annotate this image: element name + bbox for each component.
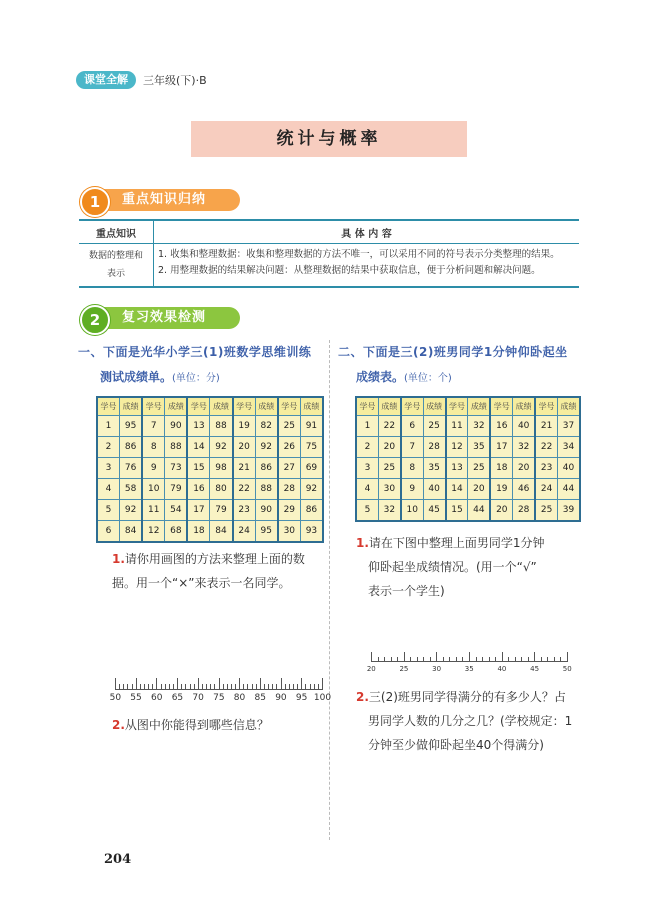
axis-tick	[140, 684, 141, 690]
axis-tick	[144, 684, 145, 690]
score-cell: 68	[165, 521, 188, 543]
knowledge-table	[79, 219, 579, 288]
score-cell: 40	[423, 479, 445, 500]
student-id-cell: 9	[401, 479, 423, 500]
axis-tick-label: 25	[399, 665, 409, 673]
student-id-cell: 5	[97, 500, 120, 521]
student-id-cell: 23	[535, 458, 557, 479]
axis-tick	[567, 652, 568, 662]
axis-tick	[423, 657, 424, 662]
axis-tick-label: 30	[432, 665, 442, 673]
section-1-label: 重点知识归纳	[92, 189, 240, 211]
problem2-score-table	[355, 396, 581, 522]
score-table-header-cell: 成绩	[378, 397, 400, 416]
problem1-question-2	[112, 714, 269, 736]
score-table-header-cell: 学号	[142, 397, 165, 416]
score-cell: 25	[378, 458, 400, 479]
student-id-cell: 12	[142, 521, 165, 543]
axis-tick	[449, 657, 450, 662]
score-table-header-cell: 成绩	[468, 397, 490, 416]
student-id-cell: 20	[233, 437, 256, 458]
score-table-header-cell: 成绩	[210, 397, 233, 416]
score-cell: 32	[513, 437, 535, 458]
grade-label: 三年级(下)·B	[143, 74, 207, 87]
problem1-q1-number: 1.	[112, 552, 125, 566]
axis-tick	[456, 657, 457, 662]
axis-tick	[404, 652, 405, 662]
score-cell: 40	[513, 416, 535, 437]
axis-tick	[476, 657, 477, 662]
student-id-cell: 11	[446, 416, 468, 437]
table-row	[97, 500, 323, 521]
score-cell: 32	[468, 416, 490, 437]
score-cell: 25	[423, 416, 445, 437]
student-id-cell: 29	[278, 500, 301, 521]
student-id-cell: 28	[278, 479, 301, 500]
axis-tick	[165, 684, 166, 690]
score-cell: 93	[300, 521, 323, 543]
axis-tick	[132, 684, 133, 690]
student-id-cell: 1	[97, 416, 120, 437]
knowledge-points	[154, 244, 580, 288]
knowledge-point-2: 2. 用整理数据的结果解决问题：从整理数据的结果中获取信息，便于分析问题和解决问题。	[158, 265, 541, 276]
score-cell: 88	[255, 479, 278, 500]
problem2-q2-number: 2.	[356, 690, 369, 704]
score-cell: 69	[300, 458, 323, 479]
score-cell: 44	[558, 479, 580, 500]
section-1-number: 1	[80, 187, 110, 217]
table-row	[356, 437, 580, 458]
student-id-cell: 17	[187, 500, 210, 521]
axis-tick-label: 55	[130, 693, 142, 703]
score-cell: 76	[120, 458, 143, 479]
student-id-cell: 11	[142, 500, 165, 521]
axis-tick	[119, 684, 120, 690]
student-id-cell: 24	[535, 479, 557, 500]
axis-tick	[272, 684, 273, 690]
axis-tick-label: 80	[233, 693, 246, 703]
student-id-cell: 19	[233, 416, 256, 437]
problem2-heading-2-text: 成绩表。	[356, 370, 405, 384]
axis-tick	[297, 684, 298, 690]
student-id-cell: 18	[490, 458, 512, 479]
student-id-cell: 3	[97, 458, 120, 479]
problem2-q2-text-3: 分钟至少做仰卧起坐40个得满分)	[368, 738, 544, 752]
problem1-q2-number: 2.	[112, 718, 125, 732]
problem1-q2-text: 从图中你能得到哪些信息？	[124, 718, 269, 732]
section-2-number: 2	[80, 305, 110, 335]
score-cell: 30	[378, 479, 400, 500]
table-row	[356, 416, 580, 437]
axis-tick	[190, 684, 191, 690]
axis-tick	[136, 678, 137, 690]
problem1-score-table	[96, 396, 324, 543]
student-id-cell: 17	[490, 437, 512, 458]
score-table-header-cell: 成绩	[120, 397, 143, 416]
student-id-cell: 27	[278, 458, 301, 479]
student-id-cell: 10	[142, 479, 165, 500]
table-row	[97, 416, 323, 437]
score-cell: 82	[255, 416, 278, 437]
problem1-heading-2-text: 测试成绩单。	[100, 370, 173, 384]
axis-tick	[371, 652, 372, 662]
score-cell: 37	[558, 416, 580, 437]
problem1-number-line[interactable]	[109, 678, 332, 703]
student-id-cell: 20	[490, 500, 512, 522]
score-cell: 98	[210, 458, 233, 479]
student-id-cell: 18	[187, 521, 210, 543]
score-table-header-row	[97, 397, 323, 416]
axis-tick-label: 45	[530, 665, 540, 673]
axis-tick	[148, 684, 149, 690]
score-cell: 75	[300, 437, 323, 458]
score-cell: 20	[513, 458, 535, 479]
problem2-q1-text: 请在下图中整理上面男同学1分钟	[368, 536, 545, 550]
score-table-header-cell: 学号	[490, 397, 512, 416]
score-table-header-cell: 学号	[187, 397, 210, 416]
score-cell: 92	[210, 437, 233, 458]
student-id-cell: 22	[535, 437, 557, 458]
score-cell: 44	[468, 500, 490, 522]
score-cell: 25	[468, 458, 490, 479]
score-table-header-cell: 成绩	[255, 397, 278, 416]
table-row	[356, 458, 580, 479]
score-table-header-cell: 学号	[356, 397, 378, 416]
score-table-header-cell: 学号	[278, 397, 301, 416]
student-id-cell: 4	[97, 479, 120, 500]
axis-tick	[391, 657, 392, 662]
axis-tick	[252, 684, 253, 690]
axis-tick	[554, 657, 555, 662]
student-id-cell: 15	[187, 458, 210, 479]
score-cell: 95	[255, 521, 278, 543]
axis-tick	[560, 657, 561, 662]
axis-tick	[185, 684, 186, 690]
score-cell: 86	[120, 437, 143, 458]
axis-tick	[489, 657, 490, 662]
axis-tick	[534, 652, 535, 662]
knowledge-point-1: 1. 收集和整理数据：收集和整理数据的方法不唯一，可以采用不同的符号表示分类整理的结果。	[158, 249, 560, 260]
axis-tick	[289, 684, 290, 690]
score-cell: 91	[300, 416, 323, 437]
axis-tick	[305, 684, 306, 690]
student-id-cell: 14	[446, 479, 468, 500]
score-table-header-cell: 学号	[97, 397, 120, 416]
axis-tick	[495, 657, 496, 662]
axis-tick	[223, 684, 224, 690]
axis-tick	[469, 652, 470, 662]
score-table-header-cell: 学号	[401, 397, 423, 416]
axis-tick	[318, 684, 319, 690]
score-cell: 86	[255, 458, 278, 479]
score-table-header-row	[356, 397, 580, 416]
score-cell: 95	[120, 416, 143, 437]
axis-tick	[384, 657, 385, 662]
student-id-cell: 3	[356, 458, 378, 479]
student-id-cell: 5	[356, 500, 378, 522]
student-id-cell: 25	[278, 416, 301, 437]
student-id-cell: 22	[233, 479, 256, 500]
axis-tick	[430, 657, 431, 662]
student-id-cell: 21	[233, 458, 256, 479]
problem2-heading: 二、下面是三(2)班男同学1分钟仰卧起坐	[338, 345, 568, 359]
score-cell: 46	[513, 479, 535, 500]
score-cell: 39	[558, 500, 580, 522]
student-id-cell: 8	[142, 437, 165, 458]
score-cell: 22	[378, 416, 400, 437]
axis-tick	[115, 678, 116, 690]
student-id-cell: 16	[490, 416, 512, 437]
axis-tick	[235, 684, 236, 690]
axis-tick-label: 50	[109, 693, 122, 703]
axis-tick	[281, 678, 282, 690]
score-table-header-cell: 学号	[535, 397, 557, 416]
axis-tick	[202, 684, 203, 690]
score-table-header-cell: 成绩	[558, 397, 580, 416]
axis-tick	[301, 678, 302, 690]
student-id-cell: 14	[187, 437, 210, 458]
problem2-q2-text-2: 男同学人数的几分之几？(学校规定：1	[368, 714, 573, 728]
column-divider	[329, 340, 330, 840]
score-cell: 92	[120, 500, 143, 521]
axis-tick	[210, 684, 211, 690]
student-id-cell: 12	[446, 437, 468, 458]
axis-tick-label: 20	[366, 665, 376, 673]
axis-tick-label: 70	[192, 693, 204, 703]
student-id-cell: 7	[142, 416, 165, 437]
axis-tick	[462, 657, 463, 662]
student-id-cell: 2	[356, 437, 378, 458]
score-cell: 58	[120, 479, 143, 500]
axis-tick	[247, 684, 248, 690]
student-id-cell: 8	[401, 458, 423, 479]
axis-tick-label: 85	[254, 693, 266, 703]
score-cell: 54	[165, 500, 188, 521]
table-row	[97, 437, 323, 458]
axis-tick-label: 90	[275, 693, 287, 703]
problem1-heading-2	[100, 368, 220, 385]
student-id-cell: 1	[356, 416, 378, 437]
axis-tick	[214, 684, 215, 690]
axis-tick-label: 100	[313, 693, 332, 703]
axis-tick	[156, 678, 157, 690]
student-id-cell: 4	[356, 479, 378, 500]
axis-tick	[256, 684, 257, 690]
score-cell: 73	[165, 458, 188, 479]
axis-tick	[397, 657, 398, 662]
score-cell: 34	[558, 437, 580, 458]
problem2-question-1	[356, 532, 545, 554]
score-cell: 90	[165, 416, 188, 437]
score-table-header-cell: 成绩	[513, 397, 535, 416]
score-cell: 20	[378, 437, 400, 458]
axis-tick	[515, 657, 516, 662]
score-cell: 20	[468, 479, 490, 500]
score-cell: 84	[210, 521, 233, 543]
table-row	[356, 500, 580, 522]
student-id-cell: 10	[401, 500, 423, 522]
axis-tick	[268, 684, 269, 690]
problem1-question-1	[112, 548, 305, 570]
axis-tick	[417, 657, 418, 662]
score-table-header-cell: 成绩	[165, 397, 188, 416]
problem2-heading-2	[356, 368, 452, 385]
knowledge-row-label: 数据的整理和表示	[79, 244, 154, 288]
axis-tick	[169, 684, 170, 690]
score-table-header-cell: 成绩	[300, 397, 323, 416]
score-cell: 90	[255, 500, 278, 521]
page-number: 204	[104, 852, 132, 867]
problem2-q2-text: 三(2)班男同学得满分的有多少人？占	[368, 690, 566, 704]
axis-tick	[231, 684, 232, 690]
score-cell: 35	[468, 437, 490, 458]
axis-tick	[443, 657, 444, 662]
axis-tick	[173, 684, 174, 690]
axis-tick	[285, 684, 286, 690]
axis-tick	[206, 684, 207, 690]
axis-tick-label: 75	[213, 693, 225, 703]
axis-tick	[264, 684, 265, 690]
score-cell: 92	[300, 479, 323, 500]
axis-tick	[227, 684, 228, 690]
score-cell: 45	[423, 500, 445, 522]
score-cell: 79	[165, 479, 188, 500]
score-cell: 92	[255, 437, 278, 458]
axis-tick-label: 95	[295, 693, 308, 703]
student-id-cell: 15	[446, 500, 468, 522]
problem1-q1-text: 请你用画图的方法来整理上面的数	[124, 552, 305, 566]
table-row	[97, 521, 323, 543]
axis-tick	[152, 684, 153, 690]
score-cell: 35	[423, 458, 445, 479]
axis-tick	[198, 678, 199, 690]
score-cell: 28	[513, 500, 535, 522]
student-id-cell: 16	[187, 479, 210, 500]
score-cell: 86	[300, 500, 323, 521]
score-cell: 80	[210, 479, 233, 500]
problem2-number-line[interactable]	[366, 652, 572, 673]
axis-tick	[123, 684, 124, 690]
axis-tick	[314, 684, 315, 690]
table-row	[97, 479, 323, 500]
axis-tick	[219, 678, 220, 690]
student-id-cell: 19	[490, 479, 512, 500]
problem2-unit: (单位：个)	[404, 373, 452, 384]
student-id-cell: 30	[278, 521, 301, 543]
score-table-header-cell: 成绩	[423, 397, 445, 416]
score-table-header-cell: 学号	[446, 397, 468, 416]
problem2-question-2	[356, 686, 566, 708]
axis-tick	[161, 684, 162, 690]
axis-tick	[521, 657, 522, 662]
axis-tick	[260, 678, 261, 690]
problem1-heading: 一、下面是光华小学三(1)班数学思维训练	[78, 345, 312, 359]
student-id-cell: 26	[278, 437, 301, 458]
table-row	[97, 458, 323, 479]
table-row	[356, 479, 580, 500]
student-id-cell: 6	[401, 416, 423, 437]
problem1-unit: (单位：分)	[172, 373, 220, 384]
knowledge-col1-header: 重点知识	[79, 220, 154, 244]
score-cell: 32	[378, 500, 400, 522]
axis-tick	[502, 652, 503, 662]
axis-tick-label: 50	[562, 665, 572, 673]
score-cell: 79	[210, 500, 233, 521]
axis-tick-label: 40	[497, 665, 507, 673]
axis-tick	[194, 684, 195, 690]
student-id-cell: 13	[187, 416, 210, 437]
axis-tick	[541, 657, 542, 662]
axis-tick	[528, 657, 529, 662]
axis-tick	[243, 684, 244, 690]
student-id-cell: 21	[535, 416, 557, 437]
axis-tick-label: 65	[171, 693, 184, 703]
brand-badge: 课堂全解	[76, 71, 136, 89]
student-id-cell: 6	[97, 521, 120, 543]
score-cell: 28	[423, 437, 445, 458]
section-2-label: 复习效果检测	[92, 307, 240, 329]
axis-tick-label: 60	[151, 693, 163, 703]
axis-tick	[322, 678, 323, 690]
student-id-cell: 7	[401, 437, 423, 458]
problem2-q1-text-2: 仰卧起坐成绩情况。(用一个“√”	[368, 560, 537, 574]
score-table-header-cell: 学号	[233, 397, 256, 416]
score-cell: 40	[558, 458, 580, 479]
axis-tick	[239, 678, 240, 690]
student-id-cell: 23	[233, 500, 256, 521]
student-id-cell: 25	[535, 500, 557, 522]
axis-tick	[293, 684, 294, 690]
student-id-cell: 9	[142, 458, 165, 479]
axis-tick	[181, 684, 182, 690]
axis-tick	[177, 678, 178, 690]
student-id-cell: 24	[233, 521, 256, 543]
axis-tick	[378, 657, 379, 662]
score-cell: 88	[210, 416, 233, 437]
axis-tick	[127, 684, 128, 690]
axis-tick	[547, 657, 548, 662]
axis-tick	[482, 657, 483, 662]
axis-tick	[276, 684, 277, 690]
axis-tick-label: 35	[464, 665, 474, 673]
problem1-q1-text-2: 据。用一个“×”来表示一名同学。	[112, 576, 291, 590]
axis-tick	[310, 684, 311, 690]
student-id-cell: 2	[97, 437, 120, 458]
axis-tick	[410, 657, 411, 662]
page-title: 统计与概率	[191, 121, 467, 157]
student-id-cell: 13	[446, 458, 468, 479]
problem2-q1-number: 1.	[356, 536, 369, 550]
knowledge-col2-header: 具 体 内 容	[154, 220, 580, 244]
score-cell: 88	[165, 437, 188, 458]
axis-tick	[508, 657, 509, 662]
problem2-q1-text-3: 表示一个学生)	[368, 584, 445, 598]
axis-tick	[436, 652, 437, 662]
score-cell: 84	[120, 521, 143, 543]
